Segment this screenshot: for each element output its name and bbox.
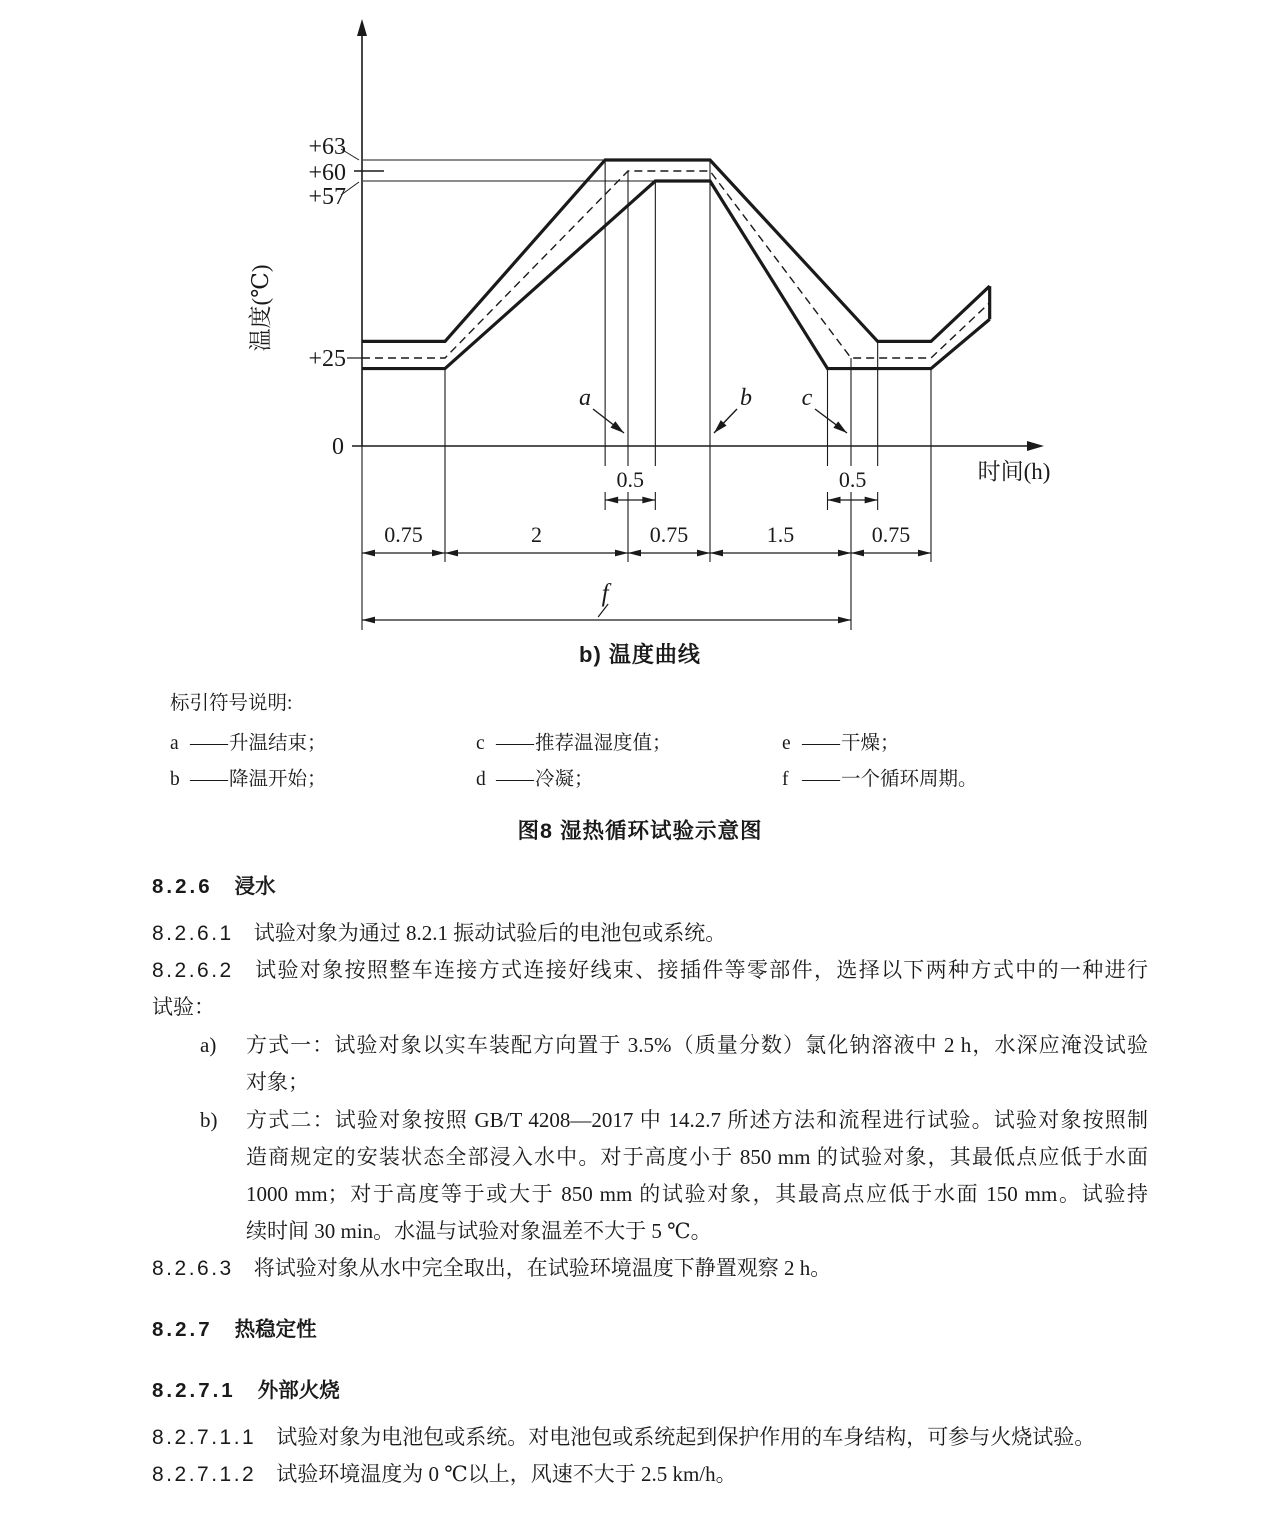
svg-text:0.5: 0.5 xyxy=(838,467,867,492)
list-marker: a) xyxy=(200,1033,217,1057)
section-heading-8.2.7.1 xyxy=(152,1372,1148,1409)
section-heading-8.2.7 xyxy=(152,1311,1148,1348)
temperature-curve-chart xyxy=(0,0,1280,640)
clause-number: 8.2.6 xyxy=(152,875,213,898)
text-line: 方式一：试验对象以实车装配方向置于 3.5%（质量分数）氯化钠溶液中 2 h，水深应淹没试验 xyxy=(246,1033,1148,1057)
legend-dash: —— xyxy=(496,769,533,790)
text-line: 8.2.6.3 将试验对象从水中完全取出，在试验环境温度下静置观察 2 h。 xyxy=(152,1256,832,1280)
legend-desc: 降温开始； xyxy=(229,769,327,790)
legend-desc: 冷凝； xyxy=(535,769,594,790)
legend-symbol: a xyxy=(170,733,179,754)
clause-8.2.7.1.2 xyxy=(152,1456,1148,1493)
legend-column xyxy=(782,726,978,798)
legend-title: 标引符号说明: xyxy=(170,693,293,714)
legend-dash: —— xyxy=(190,733,227,754)
legend-dash: —— xyxy=(802,769,839,790)
clause-number: 8.2.7 xyxy=(152,1318,213,1341)
clause-number: 8.2.6.2 xyxy=(152,959,234,982)
svg-text:+60: +60 xyxy=(308,160,346,186)
legend-symbol: c xyxy=(476,733,485,754)
legend-desc: 推荐温湿度值； xyxy=(535,733,672,754)
text-line: 续时间 30 min。水温与试验对象温差不大于 5 ℃。 xyxy=(246,1219,712,1243)
series xyxy=(362,160,990,369)
extension-lines xyxy=(445,160,931,630)
text-line: 1000 mm；对于高度等于或大于 850 mm 的试验对象，其最高点应低于水面 150 mm。试验持 xyxy=(246,1182,1148,1206)
heading-title: 外部火烧 xyxy=(257,1379,340,1402)
legend-entry-f xyxy=(782,762,978,798)
svg-text:温度(℃): 温度(℃) xyxy=(248,264,273,352)
cycle-dimension xyxy=(362,580,851,623)
list-item-text xyxy=(246,1027,1148,1101)
legend-dash: —— xyxy=(496,733,533,754)
list-item-text xyxy=(246,1102,1148,1250)
legend-desc: 干燥； xyxy=(841,733,900,754)
segment-dimensions xyxy=(362,522,931,556)
legend-dash: —— xyxy=(802,733,839,754)
section-heading-8.2.6 xyxy=(152,868,1148,905)
svg-text:0.75: 0.75 xyxy=(649,522,689,547)
text-line: 8.2.6.2 试验对象按照整车连接方式连接好线束、接插件等零部件，选择以下两种方式中的一种进行 xyxy=(152,958,1148,982)
legend-symbol: b xyxy=(170,769,180,790)
figure-title: 图8 湿热循环试验示意图 xyxy=(517,819,763,843)
text-line: 方式二：试验对象按照 GB/T 4208—2017 中 14.2.7 所述方法和流程进行试验。试验对象按照制 xyxy=(246,1108,1148,1132)
legend-entry-a xyxy=(170,726,476,762)
clause-8.2.6.2 xyxy=(152,952,1148,1026)
window-dimensions xyxy=(603,466,879,503)
figure-8-panel-b xyxy=(0,0,1280,668)
document-body xyxy=(0,868,1280,1513)
clause-8.2.6.3 xyxy=(152,1250,1148,1287)
legend-columns xyxy=(170,726,1280,798)
legend-symbol: f xyxy=(782,769,789,790)
clause-number: 8.2.7.1 xyxy=(152,1379,236,1402)
svg-text:+63: +63 xyxy=(308,134,346,160)
svg-text:a: a xyxy=(579,385,591,411)
svg-text:+57: +57 xyxy=(308,184,346,210)
svg-text:0.75: 0.75 xyxy=(384,522,423,547)
list-item-a xyxy=(200,1027,1148,1101)
clause-number: 8.2.6.3 xyxy=(152,1257,234,1280)
clause-number: 8.2.6.1 xyxy=(152,922,234,945)
chart-caption: b) 温度曲线 xyxy=(579,642,701,667)
legend-column xyxy=(476,726,782,798)
legend-symbol: d xyxy=(476,769,486,790)
legend-entry-d xyxy=(476,762,782,798)
svg-text:0: 0 xyxy=(332,434,344,460)
svg-text:0.75: 0.75 xyxy=(871,522,911,547)
list-item-b xyxy=(200,1102,1148,1250)
legend xyxy=(170,692,1280,798)
heading-title: 热稳定性 xyxy=(234,1318,317,1341)
svg-text:1.5: 1.5 xyxy=(766,522,795,547)
text-line: 试验： xyxy=(152,995,215,1019)
legend-entry-c xyxy=(476,726,782,762)
legend-entry-e xyxy=(782,726,978,762)
heading-title: 浸水 xyxy=(234,875,276,898)
clause-number: 8.2.7.1.2 xyxy=(152,1463,257,1486)
svg-text:时间(h): 时间(h) xyxy=(977,459,1051,484)
legend-desc: 升温结束； xyxy=(229,733,327,754)
svg-text:c: c xyxy=(801,385,813,411)
text-line: 8.2.7.1.1 试验对象为电池包或系统。对电池包或系统起到保护作用的车身结构，可参与火烧试验。 xyxy=(152,1425,1096,1449)
text-line: 对象； xyxy=(246,1070,309,1094)
list-marker: b) xyxy=(200,1108,218,1132)
legend-desc: 一个循环周期。 xyxy=(841,769,978,790)
svg-text:b: b xyxy=(740,385,752,411)
text-line: 8.2.6.1 试验对象为通过 8.2.1 振动试验后的电池包或系统。 xyxy=(152,921,727,945)
svg-text:0.5: 0.5 xyxy=(616,467,644,492)
clause-number: 8.2.7.1.1 xyxy=(152,1426,257,1449)
legend-symbol: e xyxy=(782,733,791,754)
clause-8.2.6.1 xyxy=(152,915,1148,952)
text-line: 造商规定的安装状态全部浸入水中。对于高度小于 850 mm 的试验对象，其最低点应低于水面 xyxy=(246,1145,1148,1169)
legend-dash: —— xyxy=(190,769,227,790)
legend-column xyxy=(170,726,476,798)
svg-text:f: f xyxy=(601,580,609,607)
legend-entry-b xyxy=(170,762,476,798)
svg-text:+25: +25 xyxy=(308,346,346,372)
svg-text:2: 2 xyxy=(531,522,542,547)
series-upper-tolerance xyxy=(362,160,990,341)
text-line: 8.2.7.1.2 试验环境温度为 0 ℃以上，风速不大于 2.5 km/h。 xyxy=(152,1462,737,1486)
point-labels xyxy=(579,385,847,433)
clause-8.2.7.1.1 xyxy=(152,1419,1148,1456)
